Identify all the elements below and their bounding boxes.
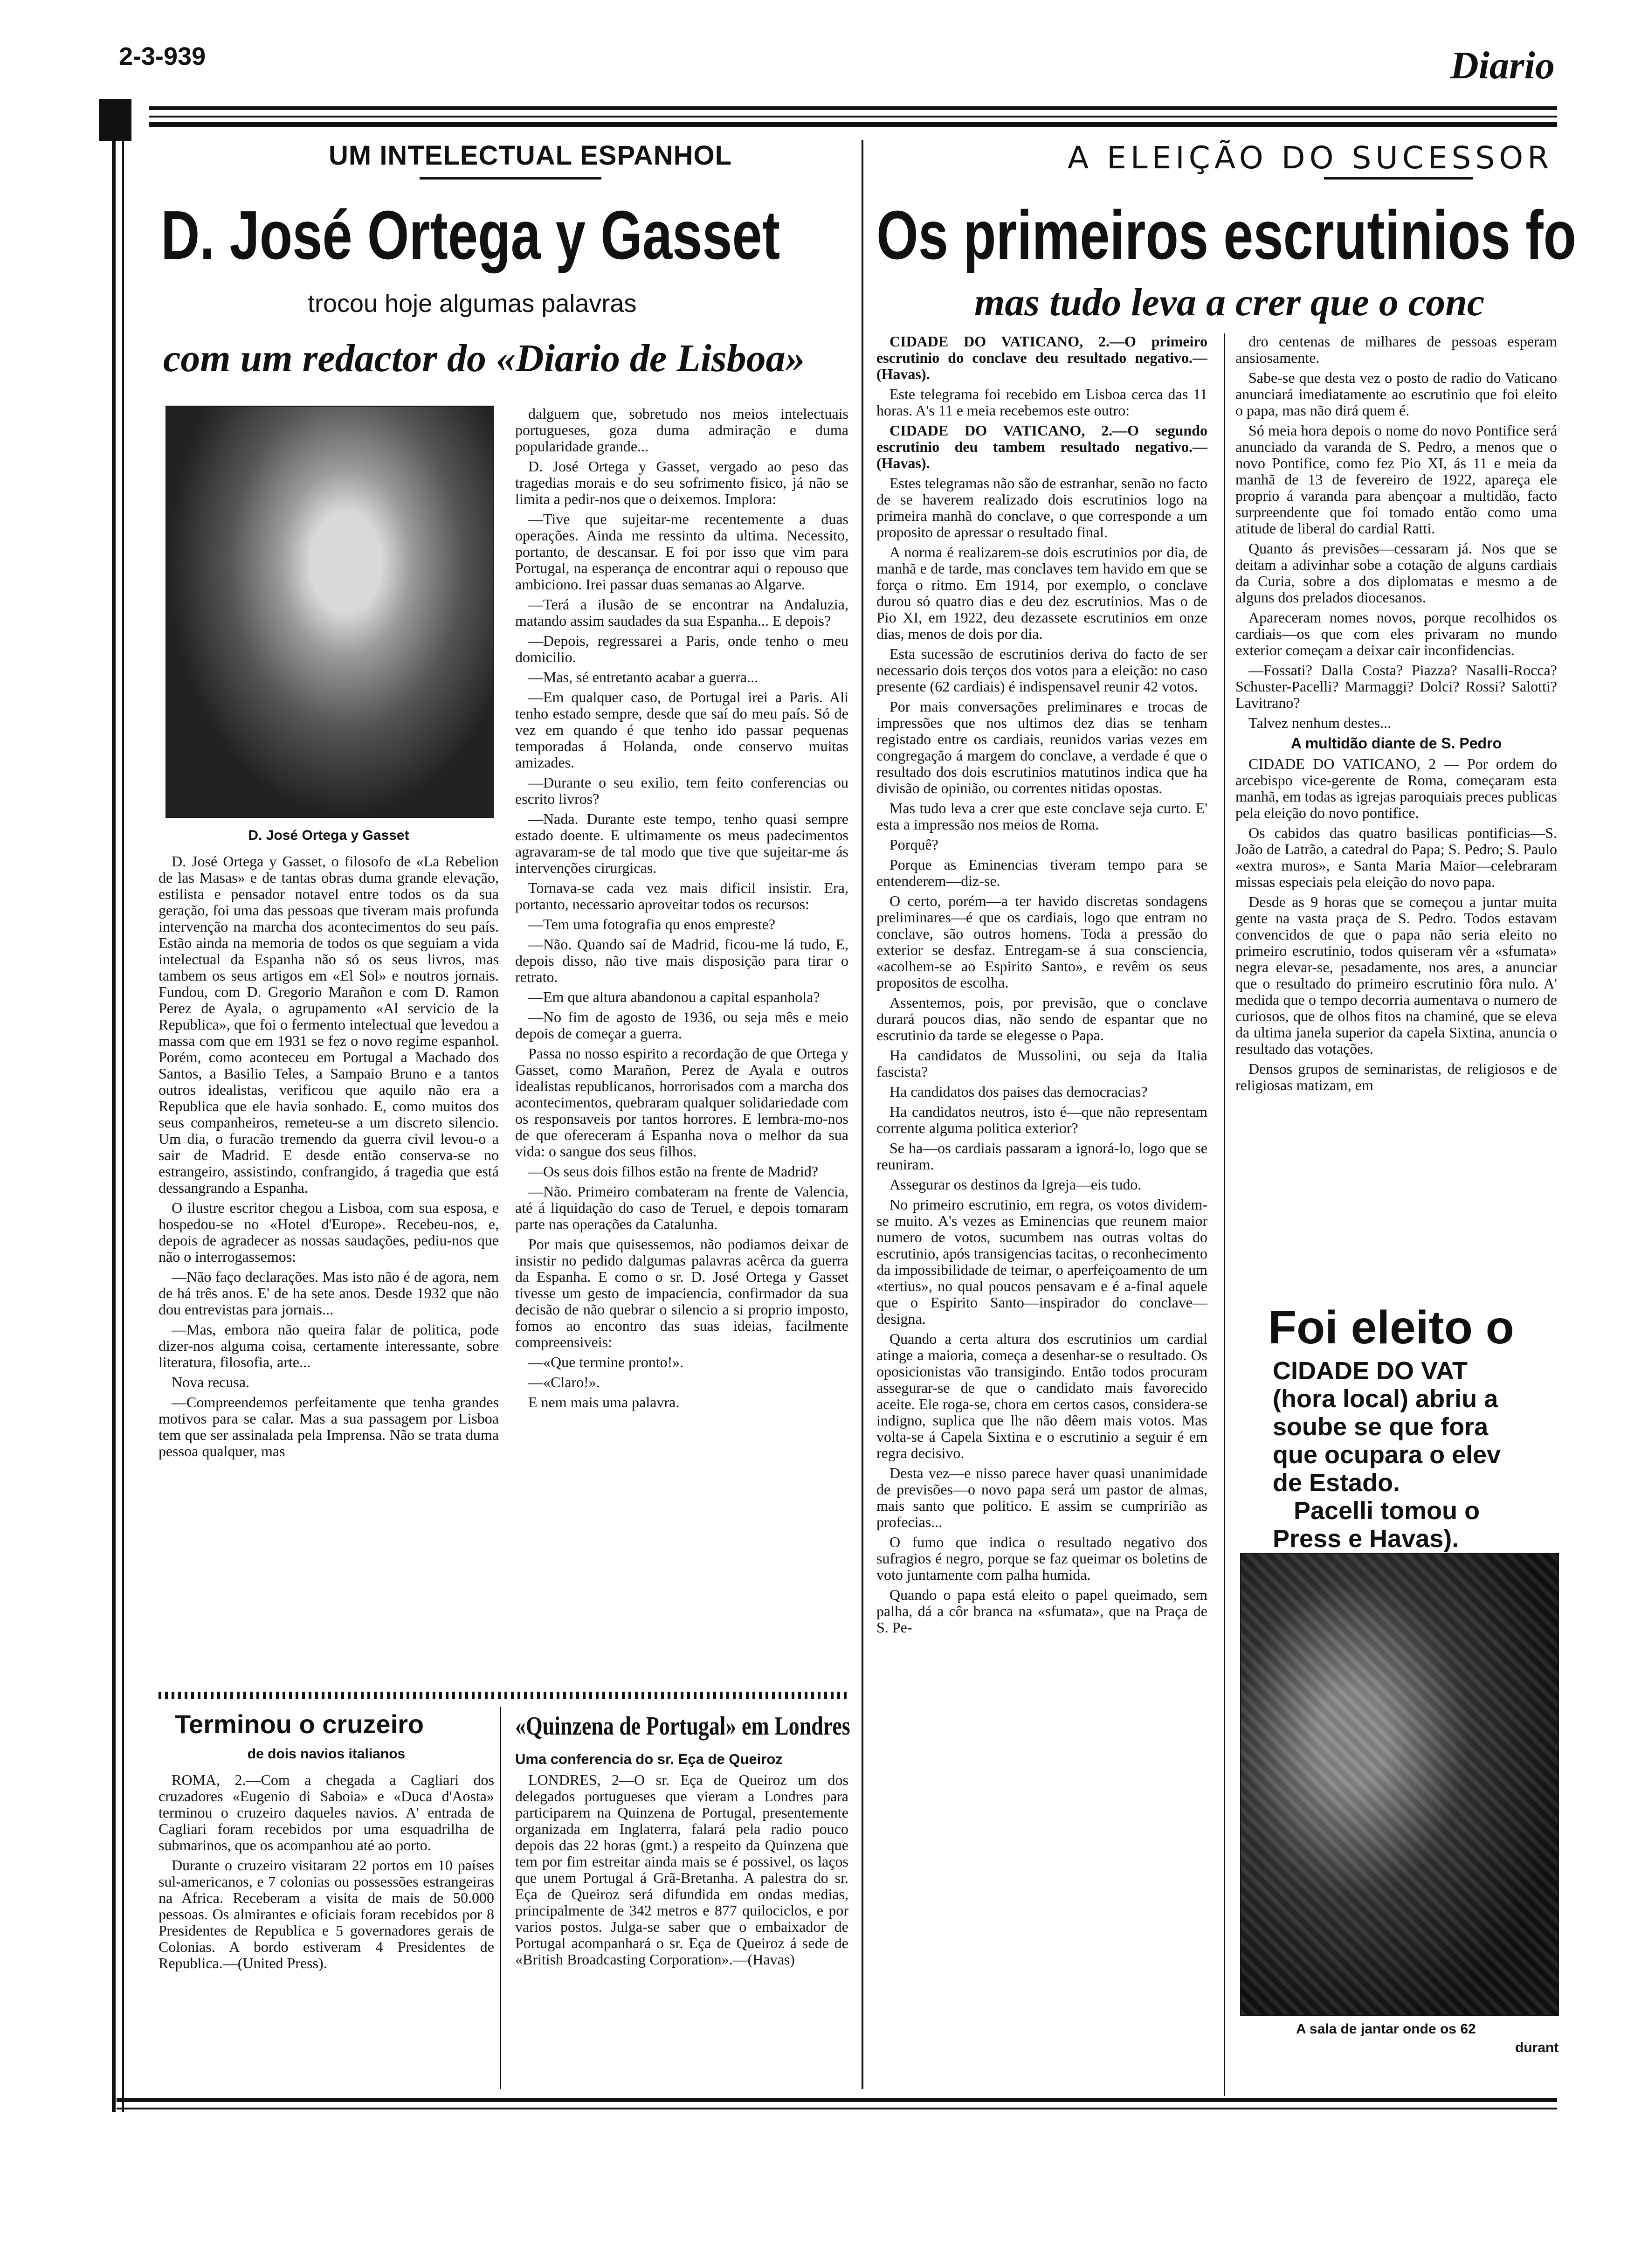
paragraph: Quando a certa altura dos escrutinios um cardial atinge a maioria, começa a desenhar-se o resultado. Os oposicionistas vão transigindo. Então todos procuram assegurar-se de que o candidato mais favorecido aceite. Ele roga-se, chora em certos casos, considera-se indigno, suplica que lhe não dêem mais votos. Mas volta-se á Capela Sixtina e o escrutinio a seguir é em regra decisivo. xyxy=(876,1330,1207,1461)
paragraph: —«Que termine pronto!». xyxy=(528,1354,684,1370)
right-article-col3 xyxy=(876,333,1207,2096)
hatched-divider xyxy=(159,1692,848,1699)
left-vertical-rule-2 xyxy=(122,140,124,2112)
paragraph: Ha candidatos dos paises das democracias? xyxy=(889,1083,1148,1100)
right-column-rule xyxy=(1224,333,1225,2096)
left-kicker: UM INTELECTUAL ESPANHOL xyxy=(329,140,732,171)
left-headline: D. José Ortega y Gasset xyxy=(161,197,780,274)
paragraph: Este telegrama foi recebido em Lisboa cerca das 11 horas. A's 11 e meia recebemos este outro: xyxy=(876,386,1207,419)
paragraph: CIDADE DO VATICANO, 2.—O primeiro escrutinio do conclave deu resultado negativo.—(Havas). xyxy=(876,333,1207,382)
paragraph: —Depois, regressarei a Paris, onde tenho o meu domicilio. xyxy=(515,632,848,665)
paragraph: Desta vez—e nisso parece haver quasi unanimidade de previsões—o novo papa será um pastor de almas, mais santo que politico. E assim se cumpririão as profecias... xyxy=(876,1465,1207,1530)
paragraph: —Os seus dois filhos estão na frente de Madrid? xyxy=(528,1163,819,1180)
corner-block xyxy=(99,99,131,141)
cruzeiro-body xyxy=(159,1772,494,2094)
paragraph: Nova recusa. xyxy=(172,1374,250,1390)
paragraph: —Compreendemos perfeitamente que tenha grandes motivos para se calar. Mas a sua passagem por Lisboa tem que ser assinalada pela Imprensa. Não se trata duma pessoa qualquer, mas xyxy=(159,1394,499,1459)
portrait-photo xyxy=(165,406,494,818)
paragraph: Assegurar os destinos da Igreja—eis tudo. xyxy=(889,1176,1142,1193)
paragraph: Por mais conversações preliminares e trocas de impressões que nos ultimos dez dias se tenham registado entre os cardiais, reunidos varias vezes em congregação á margem do conclave, a verdade é que o resultado dos dois escrutinios matutinos indica que ha divisão de opinião, ou correntes nitidas opostas. xyxy=(876,698,1207,796)
bottom-rule-thin xyxy=(117,2108,1557,2109)
paragraph: Os cabidos das quatro basilicas pontificias—S. João de Latrão, a catedral do Papa; S. Pedro; S. Paulo «extra muros», e Santa Maria Maior—celebraram missas especiais pela eleição do novo papa. xyxy=(1235,824,1557,890)
cruzeiro-subtitle: de dois navios italianos xyxy=(247,1746,406,1762)
cruzeiro-title: Terminou o cruzeiro xyxy=(175,1709,424,1739)
paragraph: Passa no nosso espirito a recordação de que Ortega y Gasset, como Marañon, Perez de Ayala e outros idealistas republicanos, horrorisados com a marcha dos acontecimentos, quebraram qualquer solidariedade com os responsaveis por tantos horrores. E lembra-mo-nos de que ofereceram á Espanha nova o melhor da sua vida: o sangue dos seus filhos. xyxy=(515,1045,848,1160)
paragraph: LONDRES, 2—O sr. Eça de Queiroz um dos delegados portugueses que vieram a Londres para participarem na Quinzena de Portugal, presentemente organizada em Inglaterra, falará pela radio pouco depois das 22 horas (gmt.) a respeito da Quinzena que tem por fim estreitar ainda mais se é possivel, os laços que unem Portugal á Grã-Bretanha. A palestra do sr. Eça de Queiroz será difundida em ondas medias, principalmente de 342 metros e 877 quilociclos, e por varios postos. Julga-se saber que o embaixador de Portugal acompanhará o sr. Eça de Queiroz á sede de «British Broadcasting Corporation».—(Havas) xyxy=(515,1772,848,1968)
dining-room-photo xyxy=(1240,1553,1559,2016)
paragraph: CIDADE DO VATICANO, 2 — Por ordem do arcebispo vice-gerente de Roma, começaram esta manhã, em todas as igrejas paroquiais preces publicas pela eleição do novo pontifice. xyxy=(1235,755,1557,821)
paragraph: —Em que altura abandonou a capital espanhola? xyxy=(528,989,820,1005)
paragraph: Mas tudo leva a crer que este conclave seja curto. E' esta a impressão nos meios de Roma. xyxy=(876,800,1207,833)
paragraph: Tornava-se cada vez mais dificil insistir. Era, portanto, necessario aproveitar todos os recursos: xyxy=(515,879,848,913)
short-column-rule xyxy=(500,1707,501,2089)
right-kicker: A ELEIÇÃO DO SUCESSOR xyxy=(1068,140,1553,176)
paragraph: Assentemos, pois, por previsão, que o conclave durará poucos dias, não sendo de espantar que no escrutinio da tarde se elegesse o Papa. xyxy=(876,994,1207,1044)
foi-eleito-body: CIDADE DO VAT (hora local) abriu a soube se que fora que ocupara o elev de Estado. Pacelli tomou o Press e Havas). xyxy=(1273,1357,1501,1553)
paragraph: D. José Ortega y Gasset, o filosofo de «La Rebelion de las Masas» e de tantas obras duma grande elevação, estilista e pensador notavel entre todos os da sua geração, foi uma das pessoas que tiveram mais profunda intervenção na marcha dos acontecimentos do seu país. Estão ainda na memoria de todos os que seguiam a vida intelectual da Espanha não só os seus livros, mas tambem os seus artigos em «El Sol» e noutros jornais. Fundou, com D. Gregorio Marañon e com D. Ramon Perez de Ayala, o agrupamento «Al servicio de la Republica», que foi o fermento intelectual que levedou a massa com que em 1931 se fez o novo regime espanhol. Porém, como aconteceu em Portugal a Machado dos Santos, a Basilio Teles, a Sampaio Bruno e a tantos outros idealistas, verificou que aquilo não era a Republica que ele havia sonhado. E, como muitos dos seus companheiros, remeteu-se a um discreto silencio. Um dia, o furacão tremendo da guerra civil levou-o a sair de Madrid. E desde então conserva-se no estrangeiro, assistindo, confrangido, á tragedia que está dessangrando a Espanha. xyxy=(159,853,499,1196)
paragraph: —Em qualquer caso, de Portugal irei a Paris. Ali tenho estado sempre, desde que saí do meu país. Só de vez em quando é que tenho ido passar pequenas temporadas á Holanda, onde conservo muitas amizades. xyxy=(515,689,848,771)
paragraph: —Fossati? Dalla Costa? Piazza? Nasalli-Rocca? Schuster-Pacelli? Marmaggi? Dolci? Rossi? Salotti? Lavitrano? xyxy=(1235,662,1557,711)
right-kicker-underline xyxy=(1324,177,1473,180)
paragraph: Densos grupos de seminaristas, de religiosos e de religiosas matizam, em xyxy=(1235,1060,1557,1093)
paragraph: —Durante o seu exilio, tem feito conferencias ou escrito livros? xyxy=(515,774,848,807)
kicker-underline xyxy=(420,177,601,180)
quinzena-title: «Quinzena de Portugal» em Londres xyxy=(515,1712,850,1741)
left-article-col1 xyxy=(159,853,499,1679)
paragraph: dro centenas de milhares de pessoas esperam ansiosamente. xyxy=(1235,333,1557,366)
paragraph: ROMA, 2.—Com a chegada a Cagliari dos cruzadores «Eugenio di Saboia» e «Duca d'Aosta» terminou o cruzeiro daqueles navios. A' entrada de Cagliari foram recebidos por uma esquadrilha de submarinos, que os acompanhou até ao porto. xyxy=(159,1772,494,1853)
paragraph: —No fim de agosto de 1936, ou seja mês e meio depois de começar a guerra. xyxy=(515,1009,848,1042)
paragraph: Por mais que quisessemos, não podiamos deixar de insistir no pedido dalgumas palavras acêrca da guerra da Espanha. E como o sr. D. José Ortega y Gasset tivesse um gesto de impaciencia, confirmador da sua decisão de não quebrar o silencio a si proprio imposto, fomos ao encontro das suas ideias, facilmente compreensiveis: xyxy=(515,1236,848,1350)
issue-date: 2-3-939 xyxy=(119,42,206,70)
bottom-rule xyxy=(117,2098,1557,2102)
paragraph: —Não. Quando saí de Madrid, ficou-me lá tudo, E, depois disso, não tive mais disposição para tirar o retrato. xyxy=(515,936,848,985)
masthead: Diario xyxy=(1450,44,1555,87)
quinzena-subtitle: Uma conferencia do sr. Eça de Queiroz xyxy=(515,1751,783,1767)
right-subhead-italic: mas tudo leva a crer que o conc xyxy=(974,281,1485,324)
foi-eleito-title: Foi eleito o xyxy=(1268,1301,1514,1354)
paragraph: Durante o cruzeiro visitaram 22 portos em 10 países sul-americanos, e 7 colonias ou possessões estrangeiras na Africa. Receberam a visita de mais de 50.000 pessoas. Os almirantes e oficiais foram recebidos por 8 Presidentes de Republica e 5 governadores gerais de Colonias. A bordo estiveram 4 Presidentes de Republica.—(United Press). xyxy=(159,1857,494,1971)
left-subhead-italic: com um redactor do «Diario de Lisboa» xyxy=(163,337,805,380)
paragraph: Quando o papa está eleito o papel queimado, sem palha, dá a côr branca na «sfumata», que na Praça de S. Pe- xyxy=(876,1586,1207,1636)
paragraph: Só meia hora depois o nome do novo Pontifice será anunciado da varanda de S. Pedro, a menos que o novo Pontifice, como fez Pio XI, ás 11 e meia da manhã de 13 de fevereiro de 1922, apareça ele proprio á varanda para abençoar a multidão, facto surpreendente que foi tomado então como uma atitude de liberal do cardial Ratti. xyxy=(1235,422,1557,537)
paragraph: No primeiro escrutinio, em regra, os votos dividem-se muito. A's vezes as Eminencias que reunem maior numero de votos, sucumbem nas outras voltas do escrutinio, após transigencias tacitas, o reconhecimento da impossibilidade de teimar, o aperfeiçoamento de um «tertius», no qual poucos pensavam e é a-final aquele que o Espirito Santo—inspirador do conclave—designa. xyxy=(876,1196,1207,1327)
paragraph: Talvez nenhum destes... xyxy=(1248,714,1392,731)
paragraph: —Tem uma fotografia qu enos empreste? xyxy=(528,916,776,933)
paragraph: Se ha—os cardiais passaram a ignorá-lo, logo que se reuniram. xyxy=(876,1140,1207,1173)
top-rule-2 xyxy=(149,122,1557,127)
paragraph: Apareceram nomes novos, porque recolhidos os cardiais—os que com eles privaram no mundo exterior começam a deixar cair inconfidencias. xyxy=(1235,609,1557,658)
paragraph: Porquê? xyxy=(889,836,938,853)
paragraph: CIDADE DO VATICANO, 2.—O segundo escrutinio deu tambem resultado negativo.—(Havas). xyxy=(876,422,1207,471)
paragraph: —Mas, sé entretanto acabar a guerra... xyxy=(528,669,758,685)
column-rule xyxy=(862,140,863,2089)
paragraph: Estes telegramas não são de estranhar, senão no facto de se haverem realizado dois escrutinios logo na primeira manhã do conclave, o que corresponde a um proposito de apressar o resultado final. xyxy=(876,475,1207,540)
paragraph: —Tive que sujeitar-me recentemente a duas operações. Ainda me ressinto da ultima. Necessito, portanto, de descansar. E foi por isso que vim para Portugal, na esperança de encontrar aqui o repouso que ambiciono. Irei passar duas semanas ao Algarve. xyxy=(515,511,848,593)
right-article-col4 xyxy=(1235,333,1557,1294)
paragraph: Ha candidatos de Mussolini, ou seja da Italia fascista? xyxy=(876,1047,1207,1080)
paragraph: Esta sucessão de escrutinios deriva do facto de ser necessario dois terços dos votos para a eleição: no caso presente (62 cardiais) é indispensavel reunir 42 votos. xyxy=(876,645,1207,695)
paragraph: —«Claro!». xyxy=(528,1374,600,1390)
paragraph: —Nada. Durante este tempo, tenho quasi sempre estado doente. E ultimamente os meus padecimentos agravaram-se de tal modo que tive que sujeitar-me ás intervenções cirurgicas. xyxy=(515,810,848,876)
paragraph: —Terá a ilusão de se encontrar na Andaluzia, matando assim saudades da sua Espanha... E depois? xyxy=(515,596,848,629)
top-rule xyxy=(149,106,1557,110)
paragraph: Quanto ás previsões—cessaram já. Nos que se deitam a adivinhar sobe a cotação de alguns cardiais da Curia, sobre a dos diplomatas e mesmo a de alguns dos prelados diocesanos. xyxy=(1235,540,1557,606)
left-article-col2 xyxy=(515,406,848,1679)
paragraph: —Mas, embora não queira falar de politica, pode dizer-nos alguma coisa, certamente interessante, sobre literatura, filosofia, arte... xyxy=(159,1321,499,1370)
paragraph: E nem mais uma palavra. xyxy=(528,1394,680,1411)
paragraph: dalguem que, sobretudo nos meios intelectuais portugueses, goza duma admiração e duma popularidade grande... xyxy=(515,406,848,455)
left-vertical-rule xyxy=(112,140,116,2112)
paragraph: A norma é realizarem-se dois escrutinios por dia, de manhã e de tarde, mas conclaves tem havido em que se força o ritmo. Em 1914, por exemplo, o conclave durou só quatro dias e deu dez escrutinios. Mas o de Pio XI, em 1922, deu dezassete escrutinios em onze dias, menos de dois por dia. xyxy=(876,544,1207,642)
paragraph: Desde as 9 horas que se começou a juntar muita gente na vasta praça de S. Pedro. Todos estavam convencidos de que o papa não seria eleito no primeiro escrutinio, todos quiseram vêr a «sfumata» negra elevar-se, pesadamente, nos ares, a anunciar que o resultado do primeiro escrutinio fôra nulo. A' medida que o tempo decorria aumentava o numero de curiosos, que de olhos fitos na chaminé, que se eleva da ultima janela superior da capela Sixtina, anuncia o resultado das votações. xyxy=(1235,893,1557,1057)
section-subheading: A multidão diante de S. Pedro xyxy=(1290,735,1502,752)
paragraph: Sabe-se que desta vez o posto de radio do Vaticano anunciará imediatamente ao escrutinio que foi eleito o papa, mas não dirá quem é. xyxy=(1235,369,1557,419)
paragraph: Porque as Eminencias tiveram tempo para se entenderem—diz-se. xyxy=(876,856,1207,889)
paragraph: O ilustre escritor chegou a Lisboa, com sua esposa, e hospedou-se no «Hotel d'Europe». Recebeu-nos, e, depois de agradecer as nossas saudações, pediu-nos que não o interrogassemos: xyxy=(159,1199,499,1265)
left-subhead: trocou hoje algumas palavras xyxy=(308,290,637,318)
right-headline: Os primeiros escrutinios fo xyxy=(876,197,1577,274)
paragraph: O fumo que indica o resultado negativo dos sufragios é negro, porque se faz queimar os boletins de voto juntamente com palha humida. xyxy=(876,1534,1207,1583)
quinzena-body xyxy=(515,1772,848,2094)
dining-room-caption-2: durant xyxy=(1515,2040,1559,2055)
paragraph: —Não faço declarações. Mas isto não é de agora, nem de há três anos. E' de ha sete anos. Desde 1932 que não dou entrevistas para jornais... xyxy=(159,1268,499,1318)
dining-room-caption-1: A sala de jantar onde os 62 xyxy=(1296,2021,1476,2037)
paragraph: Ha candidatos neutros, isto é—que não representam corrente alguma politica exterior? xyxy=(876,1103,1207,1136)
paragraph: —Não. Primeiro combateram na frente de Valencia, até á liquidação do caso de Teruel, e depois tomaram parte nas operações da Catalunha. xyxy=(515,1183,848,1232)
top-rule-thin xyxy=(149,116,1557,118)
paragraph: O certo, porém—a ter havido discretas sondagens preliminares—é que os cardiais, logo que entram no conclave, são outros homens. Toda a pressão do exterior se desfaz. Entregam-se á sua consciencia, «acolhem-se ao Espirito Santo», e revêm os seus propositos de escolha. xyxy=(876,892,1207,991)
photo-caption: D. José Ortega y Gasset xyxy=(248,828,409,843)
paragraph: D. José Ortega y Gasset, vergado ao peso das tragedias morais e do seu sofrimento fisico, já não se limita a pedir-nos que o deixemos. Implora: xyxy=(515,458,848,507)
